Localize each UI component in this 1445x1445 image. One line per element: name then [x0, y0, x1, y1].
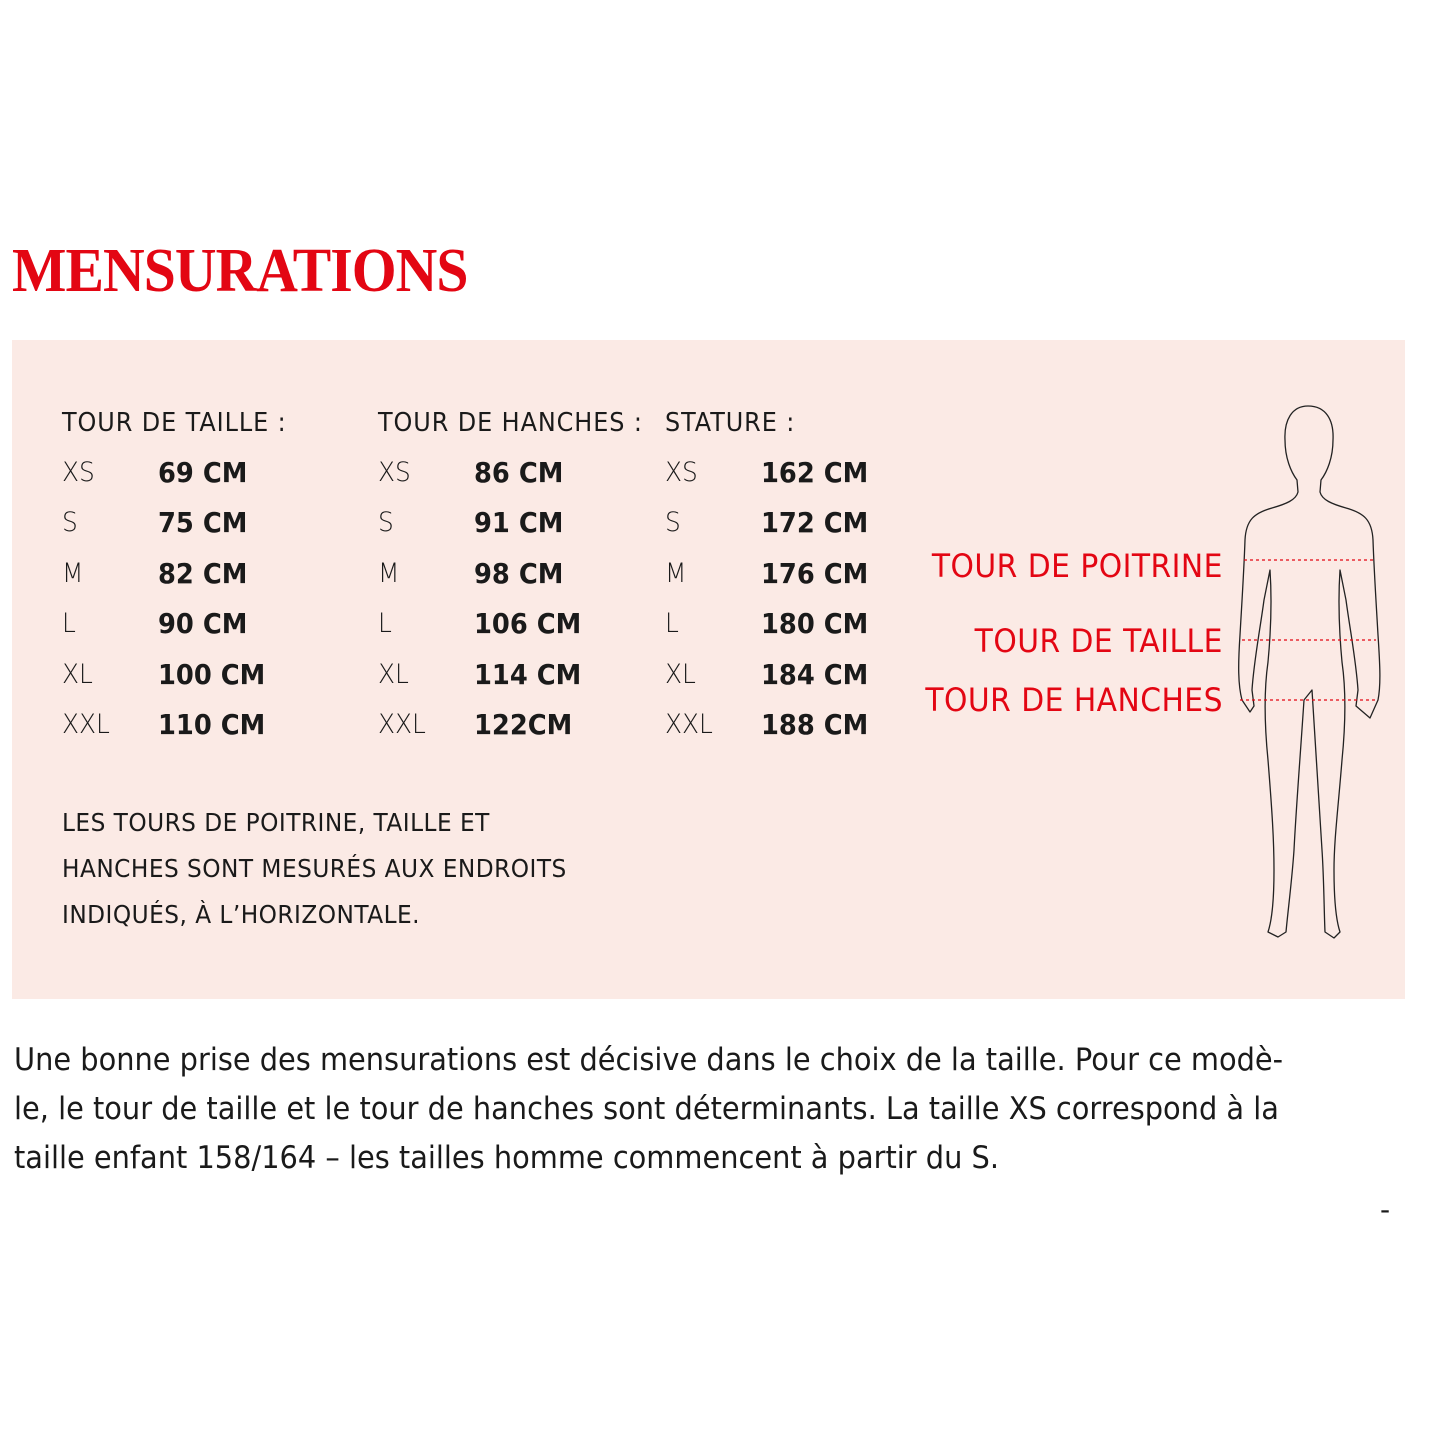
description-line: taille enfant 158/164 – les tailles homme commencent à partir du S. [14, 1140, 1000, 1176]
size-value: 122CM [474, 708, 573, 741]
size-value: 172 CM [761, 506, 869, 539]
size-label: XS [665, 457, 698, 488]
note-line: HANCHES SONT MESURÉS AUX ENDROITS [62, 854, 567, 883]
description-line: le, le tour de taille et le tour de hanches sont déterminants. La taille XS correspond à la [14, 1091, 1279, 1127]
description-line: Une bonne prise des mensurations est décisive dans le choix de la taille. Pour ce modè- [14, 1042, 1284, 1078]
size-value: 106 CM [474, 607, 582, 640]
page-title: MENSURATIONS [12, 237, 468, 305]
size-value: 188 CM [761, 708, 869, 741]
hips-label: TOUR DE HANCHES [925, 681, 1223, 719]
size-value: 91 CM [474, 506, 564, 539]
size-value: 98 CM [474, 557, 564, 590]
size-value: 86 CM [474, 456, 564, 489]
size-label: M [378, 558, 400, 589]
size-value: 82 CM [158, 557, 248, 590]
note-line: LES TOURS DE POITRINE, TAILLE ET [62, 808, 490, 837]
size-description [14, 1036, 1414, 1183]
size-label: M [665, 558, 687, 589]
size-value: 176 CM [761, 557, 869, 590]
waist-label: TOUR DE TAILLE [974, 622, 1223, 660]
size-label: XL [665, 659, 696, 690]
size-label: XXL [378, 709, 426, 740]
size-label: M [62, 558, 84, 589]
size-value: 162 CM [761, 456, 869, 489]
size-label: XXL [665, 709, 713, 740]
column-heading: STATURE : [665, 408, 796, 438]
measurement-note [62, 800, 682, 938]
size-label: S [665, 507, 681, 538]
size-value: 180 CM [761, 607, 869, 640]
note-line: INDIQUÉS, À L’HORIZONTALE. [62, 900, 421, 929]
size-label: L [62, 608, 76, 639]
size-value: 69 CM [158, 456, 248, 489]
size-label: XL [62, 659, 93, 690]
size-value: 114 CM [474, 658, 582, 691]
size-value: 75 CM [158, 506, 248, 539]
size-label: XS [62, 457, 95, 488]
size-label: L [665, 608, 679, 639]
human-body-outline-icon [1228, 400, 1408, 950]
column-heading: TOUR DE TAILLE : [62, 408, 287, 438]
size-label: XS [378, 457, 411, 488]
size-label: S [378, 507, 394, 538]
size-label: XXL [62, 709, 110, 740]
chest-label: TOUR DE POITRINE [932, 547, 1223, 585]
size-label: L [378, 608, 392, 639]
size-label: S [62, 507, 78, 538]
trailing-dash: - [1380, 1193, 1391, 1226]
size-value: 110 CM [158, 708, 266, 741]
size-value: 184 CM [761, 658, 869, 691]
size-label: XL [378, 659, 409, 690]
size-value: 100 CM [158, 658, 266, 691]
size-value: 90 CM [158, 607, 248, 640]
column-heading: TOUR DE HANCHES : [378, 408, 643, 438]
